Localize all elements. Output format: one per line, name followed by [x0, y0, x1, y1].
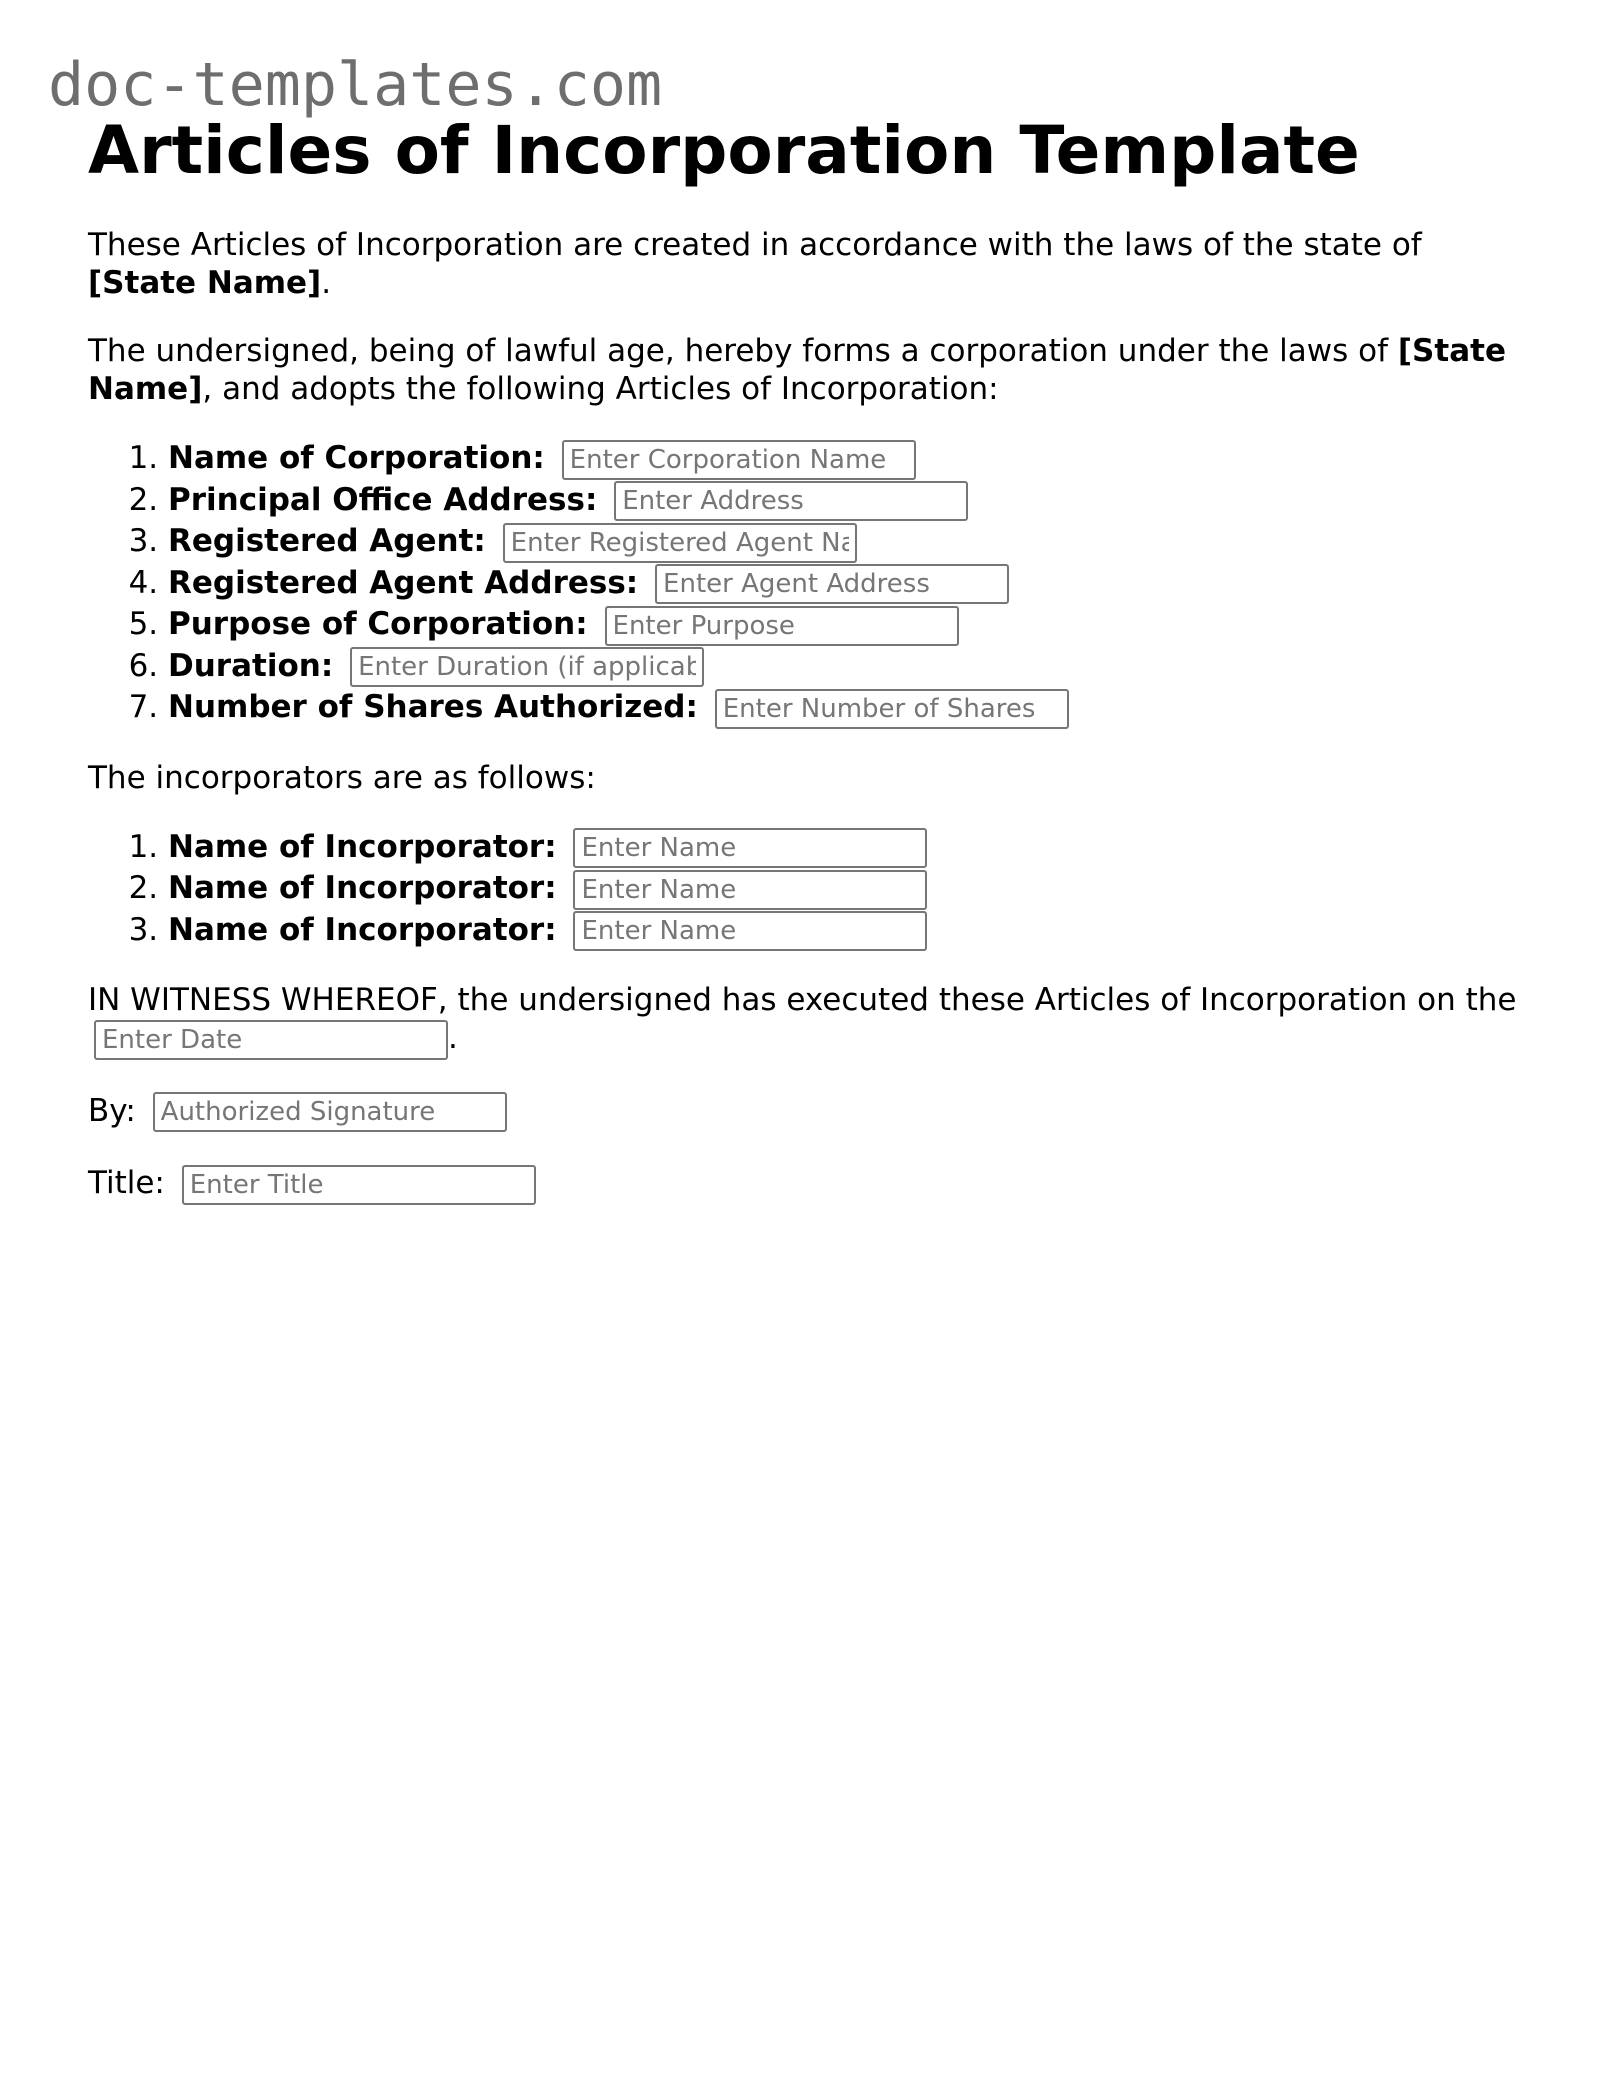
list-item	[168, 910, 1528, 952]
field-label: Number of Shares Authorized:	[168, 689, 698, 725]
intro-paragraph-1	[88, 226, 1528, 302]
signature-input[interactable]	[153, 1092, 507, 1132]
purpose-input[interactable]	[605, 606, 959, 646]
page-title: Articles of Incorporation Template	[88, 112, 1360, 189]
agent-address-input[interactable]	[655, 564, 1009, 604]
intro-end-2: , and adopts the following Articles of Incorporation:	[202, 371, 999, 407]
incorporator-name-input[interactable]	[573, 870, 927, 910]
field-label: Registered Agent Address:	[168, 564, 639, 601]
state-name-placeholder: [State Name]	[88, 265, 322, 301]
document-body	[88, 112, 1528, 1205]
intro-text-2: The undersigned, being of lawful age, hereby forms a corporation under the laws of	[88, 333, 1398, 369]
intro-end-1: .	[321, 265, 332, 301]
list-item	[168, 646, 1528, 688]
witness-paragraph	[88, 981, 1528, 1060]
witness-text: IN WITNESS WHEREOF, the undersigned has executed these Articles of Incorporation on the	[88, 982, 1517, 1018]
list-item	[168, 521, 1528, 563]
principal-address-input[interactable]	[614, 481, 968, 521]
witness-end: .	[448, 1020, 458, 1056]
field-label: Name of Incorporator:	[168, 911, 557, 948]
corporation-name-input[interactable]	[562, 440, 916, 480]
incorporators-intro: The incorporators are as follows:	[88, 759, 596, 796]
list-item	[168, 687, 1528, 729]
field-label: Duration:	[168, 647, 334, 684]
registered-agent-input[interactable]	[503, 523, 857, 563]
watermark: doc-templates.com	[48, 50, 663, 120]
field-label: Name of Incorporator:	[168, 828, 557, 865]
field-label: Name of Incorporator:	[168, 870, 557, 906]
field-label: Purpose of Corporation:	[168, 606, 588, 642]
title-input[interactable]	[182, 1165, 536, 1205]
state-name-placeholder: [State Name]	[88, 333, 1506, 407]
signature-line	[88, 1092, 1528, 1133]
intro-text-1: These Articles of Incorporation are created in accordance with the laws of the state of	[88, 227, 1422, 263]
incorporator-name-input[interactable]	[573, 828, 927, 868]
list-item	[168, 438, 1528, 480]
list-item	[168, 480, 1528, 522]
list-item	[168, 563, 1528, 605]
title-line	[88, 1164, 1528, 1205]
field-label: Name of Corporation:	[168, 440, 545, 476]
duration-input[interactable]	[350, 647, 704, 687]
by-label: By:	[88, 1092, 136, 1129]
list-item	[168, 868, 1528, 910]
incorporators-list	[88, 827, 1528, 952]
shares-input[interactable]	[715, 689, 1069, 729]
articles-list	[88, 438, 1528, 729]
list-item	[168, 827, 1528, 869]
list-item	[168, 604, 1528, 646]
title-label: Title:	[88, 1165, 165, 1201]
incorporator-name-input[interactable]	[573, 911, 927, 951]
field-label: Principal Office Address:	[168, 481, 598, 518]
intro-paragraph-2	[88, 332, 1528, 408]
date-input[interactable]	[94, 1020, 448, 1060]
field-label: Registered Agent:	[168, 523, 486, 559]
